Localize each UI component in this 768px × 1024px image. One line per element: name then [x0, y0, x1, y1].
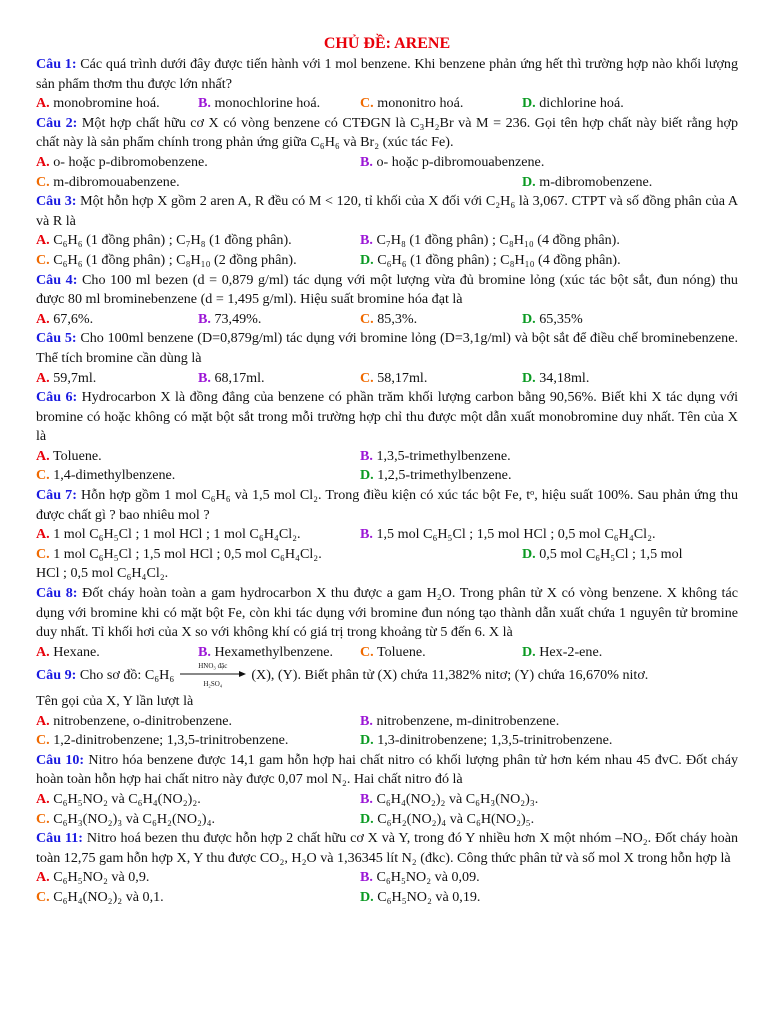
option-c	[360, 643, 522, 663]
options-9	[36, 712, 738, 751]
question-text: Đốt cháy hoàn toàn a gam hydrocarbon X thu được a gam H₂O. Trong phân tử X có vòng benzene. X không tác dụng với bromine khi có mặt bột Fe, còn khi tác dụng với bromine đun nóng tạo thành dẫn xuất chứa 1 nguyên tử bromine duy nhất. Tỉ khối hơi của X so với không khí có giá trị trong khoảng từ 5 đến 6. X là	[36, 585, 738, 641]
option-c	[36, 810, 360, 830]
option-letter: D.	[522, 545, 536, 562]
option-text: Toluene.	[49, 447, 102, 464]
option-letter: C.	[360, 95, 374, 112]
option-text: C₆H₅NO₂ và C₆H₄(NO₂)₂.	[49, 790, 201, 807]
option-letter: A.	[36, 310, 50, 327]
option-a	[36, 868, 360, 888]
options-11	[36, 868, 738, 907]
option-text: 58,17ml.	[373, 369, 428, 386]
option-letter: B.	[360, 712, 373, 729]
question-label: Câu 10:	[36, 751, 85, 768]
option-text: monobromine hoá.	[49, 95, 160, 112]
option-letter: C.	[36, 545, 50, 562]
question-text: Cho 100ml benzene (D=0,879g/ml) tác dụng với bromine lỏng (D=3,1g/ml) và bột sắt để điều chế brominebenzene. Thể tích bromine cần dùng là	[36, 330, 739, 366]
option-letter: C.	[36, 888, 50, 905]
options-4	[36, 310, 738, 330]
option-text: C₆H₃(NO₂)₃ và C₆H₂(NO₂)₄.	[49, 810, 216, 827]
option-letter: D.	[522, 173, 536, 190]
option-letter: C.	[360, 369, 374, 386]
option-letter: B.	[360, 153, 373, 170]
question-5	[36, 329, 738, 368]
option-c	[360, 310, 522, 330]
option-text: C₆H₅NO₂ và 0,19.	[373, 888, 481, 905]
reaction-arrow	[180, 662, 246, 689]
right-arrow-icon	[180, 671, 246, 677]
option-d	[360, 731, 738, 751]
option-letter: C.	[36, 810, 50, 827]
option-a	[36, 712, 360, 732]
option-text: 1 mol C₆H₅Cl ; 1,5 mol HCl ; 0,5 mol C₆H₄Cl₂.	[49, 545, 322, 562]
option-text: C₇H₈ (1 đồng phân) ; C₈H₁₀ (4 đồng phân).	[372, 232, 620, 249]
option-b	[198, 369, 360, 389]
option-d	[360, 251, 738, 271]
option-letter: B.	[198, 310, 211, 327]
option-a	[36, 231, 360, 251]
option-letter: A.	[36, 447, 50, 464]
options-3	[36, 231, 738, 270]
option-text: Hex-2-ene.	[535, 643, 603, 660]
option-b	[360, 525, 738, 545]
question-label: Câu 2:	[36, 114, 78, 131]
question-1	[36, 55, 738, 94]
option-text: monochlorine hoá.	[210, 95, 321, 112]
option-text: C₆H₅NO₂ và 0,09.	[372, 869, 480, 886]
question-text: Cho sơ đồ: C₆H₆	[76, 667, 178, 684]
option-text: m-dibromouabenzene.	[49, 173, 180, 190]
option-text: 1 mol C₆H₅Cl ; 1 mol HCl ; 1 mol C₆H₄Cl₂.	[49, 526, 301, 543]
option-text: C₆H₅NO₂ và 0,9.	[49, 869, 150, 886]
option-d	[360, 466, 738, 486]
option-c	[360, 369, 522, 389]
option-a	[36, 310, 198, 330]
option-letter: D.	[360, 732, 374, 749]
option-a	[36, 790, 360, 810]
options-7b	[36, 545, 738, 565]
option-letter: A.	[36, 526, 50, 543]
option-text: 68,17ml.	[210, 369, 265, 386]
option-letter: B.	[198, 95, 211, 112]
option-letter: A.	[36, 712, 50, 729]
option-text: C₆H₆ (1 đồng phân) ; C₈H₁₀ (2 đồng phân).	[49, 251, 297, 268]
option-letter: A.	[36, 869, 50, 886]
option-a	[36, 94, 198, 114]
option-c	[36, 466, 360, 486]
option-letter: B.	[198, 369, 211, 386]
option-b	[360, 231, 738, 251]
question-text: Cho 100 ml bezen (d = 0,879 g/ml) tác dụng với một lượng vừa đủ bromine lỏng (xúc tác bột sắt, đun nóng) thu được 80 ml brominebenzene (d = 1,495 g/ml). Hiệu suất bromine hóa đạt là	[36, 271, 738, 308]
option-text: 59,7ml.	[49, 369, 97, 386]
question-label: Câu 6:	[36, 389, 78, 406]
option-b	[198, 310, 360, 330]
option-letter: D.	[522, 310, 536, 327]
options-2b	[36, 173, 738, 193]
option-d	[522, 94, 738, 114]
option-letter: B.	[360, 526, 373, 543]
option-b	[360, 447, 738, 467]
option-d	[360, 810, 738, 830]
option-letter: A.	[36, 369, 50, 386]
question-text: Hỗn hợp gồm 1 mol C₆H₆ và 1,5 mol Cl₂. Trong điều kiện có xúc tác bột Fe, tᵒ, hiệu suất 100%. Sau phản ứng thu được chất gì ? bao nhiêu mol ?	[36, 487, 738, 523]
question-text: Nitro hoá bezen thu được hỗn hợp 2 chất hữu cơ X và Y, trong đó Y nhiều hơn X một nhóm –NO₂. Đốt cháy hoàn toàn 12,75 gam hỗn hợp X, Y thu được CO₂, H₂O và 1,36345 lít N₂ (đkc). Công thức phân tử và số mol X trong hỗn hợp là	[36, 830, 738, 866]
option-c	[36, 173, 522, 193]
question-9	[36, 662, 738, 689]
option-c	[36, 888, 360, 908]
option-text: C₆H₄(NO₂)₂ và 0,1.	[49, 888, 164, 905]
option-text: 73,49%.	[210, 310, 262, 327]
question-label: Câu 3:	[36, 193, 77, 210]
option-b	[360, 712, 738, 732]
option-text: 1,4-dimethylbenzene.	[49, 467, 176, 484]
option-b	[360, 153, 738, 173]
question-label: Câu 9:	[36, 667, 77, 684]
option-b	[198, 94, 360, 114]
option-a	[36, 369, 198, 389]
question-9-line2: Tên gọi của X, Y lần lượt là	[36, 693, 194, 709]
option-text: 67,6%.	[49, 310, 94, 327]
option-text: C₆H₆ (1 đồng phân) ; C₈H₁₀ (4 đồng phân).	[373, 251, 621, 268]
option-c	[360, 94, 522, 114]
option-text: 1,2-dinitrobenzene; 1,3,5-trinitrobenzene.	[49, 732, 289, 749]
question-6	[36, 388, 738, 447]
option-d	[522, 369, 738, 389]
option-letter: A.	[36, 153, 50, 170]
option-text: o- hoặc p-dibromouabenzene.	[372, 153, 545, 170]
option-text: 1,3-dinitrobenzene; 1,3,5-trinitrobenzene.	[373, 732, 613, 749]
question-label: Câu 4:	[36, 271, 78, 288]
option-text: 65,35%	[535, 310, 583, 327]
option-text: Hexamethylbenzene.	[210, 643, 334, 660]
option-letter: A.	[36, 643, 50, 660]
option-text: Toluene.	[373, 643, 426, 660]
option-a	[36, 153, 360, 173]
option-letter: A.	[36, 232, 50, 249]
option-text: 1,3,5-trimethylbenzene.	[372, 447, 511, 464]
option-text: o- hoặc p-dibromobenzene.	[49, 153, 208, 170]
option-text: 1,5 mol C₆H₅Cl ; 1,5 mol HCl ; 0,5 mol C₆H₄Cl₂.	[372, 526, 656, 543]
option-text: nitrobenzene, o-dinitrobenzene.	[49, 712, 233, 729]
option-text: 85,3%.	[373, 310, 418, 327]
option-c	[36, 251, 360, 271]
options-7	[36, 525, 738, 545]
question-8	[36, 584, 738, 643]
question-11	[36, 829, 738, 868]
question-label: Câu 5:	[36, 330, 77, 347]
option-letter: C.	[36, 467, 50, 484]
option-text: Hexane.	[49, 643, 100, 660]
options-5	[36, 369, 738, 389]
option-letter: B.	[360, 447, 373, 464]
question-10	[36, 751, 738, 790]
options-10	[36, 790, 738, 829]
option-letter: D.	[522, 95, 536, 112]
option-a	[36, 643, 198, 663]
option-letter: A.	[36, 790, 50, 807]
option-letter: C.	[360, 643, 374, 660]
options-1	[36, 94, 738, 114]
option-b	[198, 643, 360, 663]
question-text: Một hỗn hợp X gồm 2 aren A, R đều có M < 120, tỉ khối của X đối với C₂H₆ là 3,067. CTPT và số đồng phân của A và R là	[36, 193, 738, 229]
question-text: Nitro hóa benzene được 14,1 gam hỗn hợp hai chất nitro có khối lượng phân tử hơn kém nhau 45 đvC. Đốt cháy hoàn toàn hỗn hợp hai chất nitro này được 0,07 mol N₂. Hai chất nitro đó là	[36, 751, 738, 788]
question-text: Một hợp chất hữu cơ X có vòng benzene có CTĐGN là C₃H₂Br và M = 236. Gọi tên hợp chất này biết rằng hợp chất này là sản phẩm chính trong phản ứng giữa C₆H₆ và Br₂ (xúc tác Fe).	[36, 114, 738, 151]
question-label: Câu 1:	[36, 56, 77, 72]
option-letter: B.	[198, 643, 211, 660]
option-letter: D.	[360, 467, 374, 484]
question-text: Hydrocarbon X là đồng đẳng của benzene có phần trăm khối lượng carbon bằng 90,56%. Biết khi X tác dụng với bromine có hoặc không có mặt bột sắt trong mỗi trường hợp chỉ thu được một dẫn xuất monobromine duy nhất. Tên của X là	[36, 389, 738, 445]
arrow-reagent-top: HNO₃ đặc	[198, 662, 228, 671]
question-label: Câu 11:	[36, 830, 83, 847]
option-letter: D.	[360, 251, 374, 268]
option-text: nitrobenzene, m-dinitrobenzene.	[372, 712, 560, 729]
option-d	[522, 173, 738, 193]
option-letter: D.	[360, 888, 374, 905]
options-8	[36, 643, 738, 663]
option-letter: B.	[360, 232, 373, 249]
option-letter: D.	[522, 369, 536, 386]
option-text: m-dibromobenzene.	[535, 173, 653, 190]
option-letter: C.	[36, 732, 50, 749]
option-c	[36, 731, 360, 751]
question-text-after: (X), (Y). Biết phân tử (X) chứa 11,382% nitơ; (Y) chứa 16,670% nitơ.	[247, 667, 649, 684]
option-text: 0,5 mol C₆H₅Cl ; 1,5 mol	[535, 545, 683, 562]
question-7	[36, 486, 738, 525]
option-a	[36, 525, 360, 545]
option-d	[522, 310, 738, 330]
option-letter: C.	[360, 310, 374, 327]
options-6	[36, 447, 738, 486]
question-label: Câu 7:	[36, 487, 77, 504]
page-title: CHỦ ĐỀ: ARENE	[323, 35, 451, 52]
options-2	[36, 153, 738, 173]
option-letter: B.	[360, 869, 373, 886]
option-d	[522, 643, 738, 663]
option-letter: A.	[36, 95, 50, 112]
option-letter: C.	[36, 173, 50, 190]
option-letter: D.	[522, 643, 536, 660]
question-label: Câu 8:	[36, 585, 78, 602]
option-letter: D.	[360, 810, 374, 827]
option-text: 1,2,5-trimethylbenzene.	[373, 467, 512, 484]
option-text: C₆H₄(NO₂)₂ và C₆H₃(NO₂)₃.	[372, 790, 539, 807]
question-4	[36, 271, 738, 310]
option-d	[360, 888, 738, 908]
option-text: dichlorine hoá.	[535, 95, 624, 112]
question-2	[36, 114, 738, 153]
option-b	[360, 790, 738, 810]
option-text: 34,18ml.	[535, 369, 590, 386]
option-d	[522, 545, 738, 565]
option-text: C₆H₆ (1 đồng phân) ; C₇H₈ (1 đồng phân).	[49, 232, 292, 249]
option-text: C₆H₂(NO₂)₄ và C₆H(NO₂)₅.	[373, 810, 535, 827]
option-letter: C.	[36, 251, 50, 268]
option-letter: B.	[360, 790, 373, 807]
question-text: Các quá trình dưới đây được tiến hành với 1 mol benzene. Khi benzene phản ứng hết thì trường hợp nào khối lượng sản phẩm thơm thu được lớn nhất?	[36, 56, 739, 92]
question-3	[36, 192, 738, 231]
option-b	[360, 868, 738, 888]
arrow-reagent-bottom: H₂SO₄	[203, 680, 223, 689]
option-c	[36, 545, 522, 565]
option-a	[36, 447, 360, 467]
option-d-continuation: HCl ; 0,5 mol C₆H₄Cl₂.	[36, 565, 169, 582]
option-text: mononitro hoá.	[373, 95, 464, 112]
